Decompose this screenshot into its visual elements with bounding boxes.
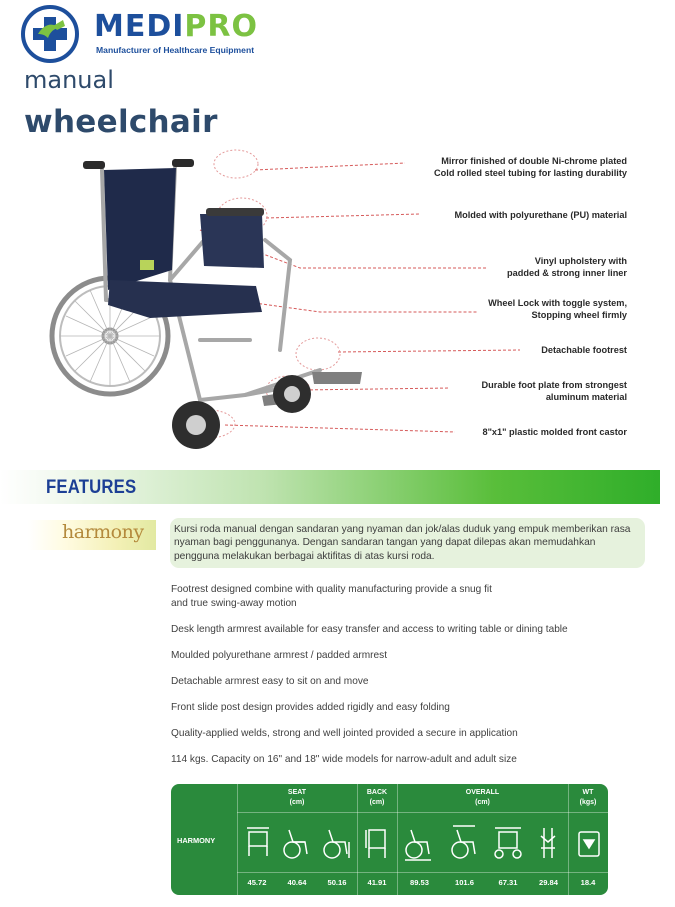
feature-item: Footrest designed combine with quality manufacturing provide a snug fit and true swing-away motion [171,584,492,609]
feature-item: Detachable armrest easy to sit on and move [171,676,369,687]
spec-header-overall: OVERALL (cm) [465,789,500,806]
spec-value: 67.31 [498,878,518,887]
features-band [0,470,660,504]
spec-value: 18.4 [580,878,596,887]
callout-wheel-lock: Wheel Lock with toggle system, Stopping wheel firmly [488,298,627,320]
feature-item: Desk length armrest available for easy transfer and access to writing table or dining table [171,624,568,635]
product-description: Kursi roda manual dengan sandaran yang nyaman dan jok/alas duduk yang empuk memberikan rasa nyaman bagi penggunanya. Dengan sandaran tangan yang dapat dilepas akan memudahkan pengguna melakukan berbagai aktifitas di atas kursi roda. [170,518,645,568]
overall-length-icon [403,822,433,862]
callout-detachable-footrest: Detachable footrest [541,345,627,355]
spec-value: 101.6 [454,878,474,887]
spec-header-weight: WT (kgs) [579,789,597,806]
spec-header-seat: SEAT (cm) [287,789,307,806]
spec-model-name: HARMONY [177,836,216,845]
spec-value: 45.72 [247,878,267,887]
brand-name: MEDIPRO [94,9,259,44]
feature-item: Front slide post design provides added rigidly and easy folding [171,702,450,713]
feature-item: 114 kgs. Capacity on 16" and 18" wide models for narrow-adult and adult size [171,754,517,765]
title-line-2: wheelchair [24,104,218,140]
seat-depth-icon [281,822,311,862]
callout-pu-armrest: Molded with polyurethane (PU) material [454,210,627,220]
feature-item: Quality-applied welds, strong and well jointed provided a secure in application [171,728,518,739]
spec-value: 29.84 [538,878,558,887]
medipro-logo [20,4,320,66]
spec-value: 50.16 [327,878,347,887]
spec-value: 41.91 [367,878,387,887]
spec-value: 89.53 [409,878,429,887]
features-heading: FEATURES [46,477,137,498]
wheelchair-diagram [0,140,675,465]
callout-front-castor: 8"x1" plastic molded front castor [482,427,627,437]
medipro-cross-icon [20,4,80,64]
callout-steel-tubing: Mirror finished of double Ni-chrome plated Cold rolled steel tubing for lasting durability [434,156,627,178]
brand-tagline: Manufacturer of Healthcare Equipment [96,45,255,55]
folded-width-icon [533,822,563,862]
seat-height-icon [321,822,351,862]
spec-table [171,784,608,895]
spec-header-back: BACK (cm) [366,789,388,806]
callout-foot-plate: Durable foot plate from strongest aluminum material [481,380,627,402]
overall-height-icon [449,822,479,862]
back-height-icon [362,822,392,862]
feature-item: Moulded polyurethane armrest / padded armrest [171,650,388,661]
spec-value: 40.64 [287,878,307,887]
callout-vinyl-upholstery: Vinyl upholstery with padded & strong inner liner [507,256,627,278]
seat-width-icon [243,822,273,862]
overall-width-icon [493,822,523,862]
title-line-1: manual [24,66,114,94]
product-name: harmony [62,521,144,543]
weight-icon [574,822,604,862]
